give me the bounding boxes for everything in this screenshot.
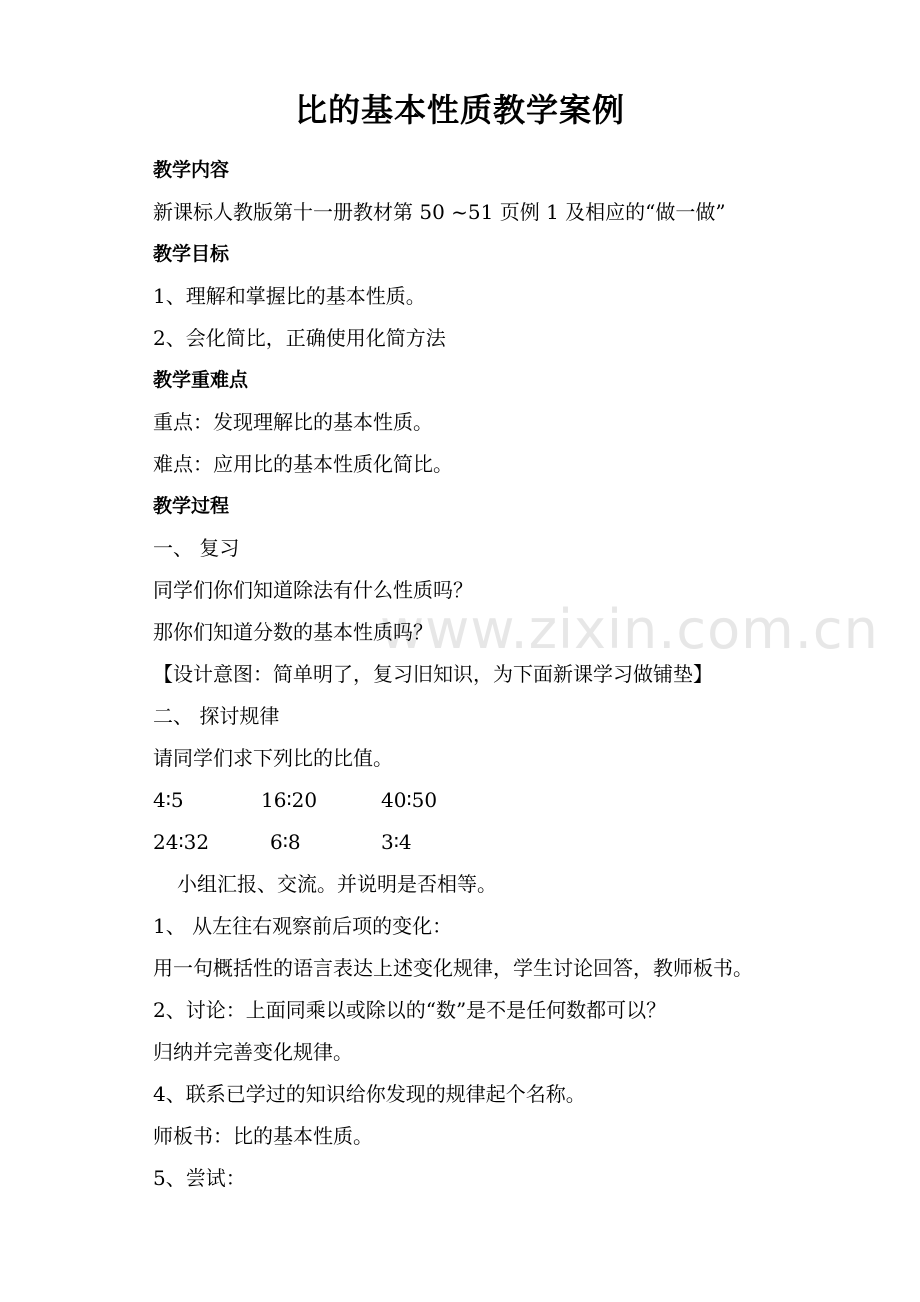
content-text: 新课标人教版第十一册教材第 50 ~51 页例 1 及相应的“做一做” (153, 200, 726, 224)
step-1: 1、 从左往右观察前后项的变化： (153, 914, 453, 938)
key-heading: 教学重难点 (153, 369, 249, 391)
ratio-item: 40∶50 (381, 788, 438, 812)
step-2: 2、讨论：上面同乘以或除以的“数”是不是任何数都可以？ (153, 998, 667, 1022)
section2-title: 二、 探讨规律 (153, 704, 280, 728)
goal-item-2: 2、会化简比，正确使用化简方法 (153, 326, 446, 350)
ratio-item: 6∶8 (270, 830, 301, 854)
section2-prompt: 请同学们求下列比的比值。 (153, 746, 393, 770)
step-2-detail: 归纳并完善变化规律。 (153, 1040, 353, 1064)
page-title: 比的基本性质教学案例 (294, 91, 625, 129)
content-heading: 教学内容 (153, 159, 230, 181)
section1-title: 一、 复习 (153, 536, 240, 560)
section1-question-2: 那你们知道分数的基本性质吗？ (153, 620, 433, 644)
goal-item-1: 1、理解和掌握比的基本性质。 (153, 284, 426, 308)
group-report: 小组汇报、交流。并说明是否相等。 (177, 872, 497, 896)
design-note: 【设计意图：简单明了，复习旧知识，为下面新课学习做铺垫】 (153, 662, 713, 686)
process-heading: 教学过程 (153, 495, 230, 517)
step-4: 4、联系已学过的知识给你发现的规律起个名称。 (153, 1082, 586, 1106)
goals-heading: 教学目标 (153, 243, 230, 265)
ratio-item: 16∶20 (261, 788, 318, 812)
ratio-item: 3∶4 (381, 830, 412, 854)
watermark: www.zixin.com.cn (380, 598, 879, 661)
difficult-point: 难点：应用比的基本性质化简比。 (153, 452, 453, 476)
section1-question-1: 同学们你们知道除法有什么性质吗？ (153, 578, 473, 602)
ratio-item: 4∶5 (153, 788, 184, 812)
ratio-item: 24∶32 (153, 830, 210, 854)
key-point: 重点：发现理解比的基本性质。 (153, 410, 433, 434)
step-1-detail: 用一句概括性的语言表达上述变化规律，学生讨论回答，教师板书。 (153, 956, 753, 980)
step-4-detail: 师板书：比的基本性质。 (153, 1124, 373, 1148)
step-5: 5、尝试： (153, 1166, 246, 1190)
